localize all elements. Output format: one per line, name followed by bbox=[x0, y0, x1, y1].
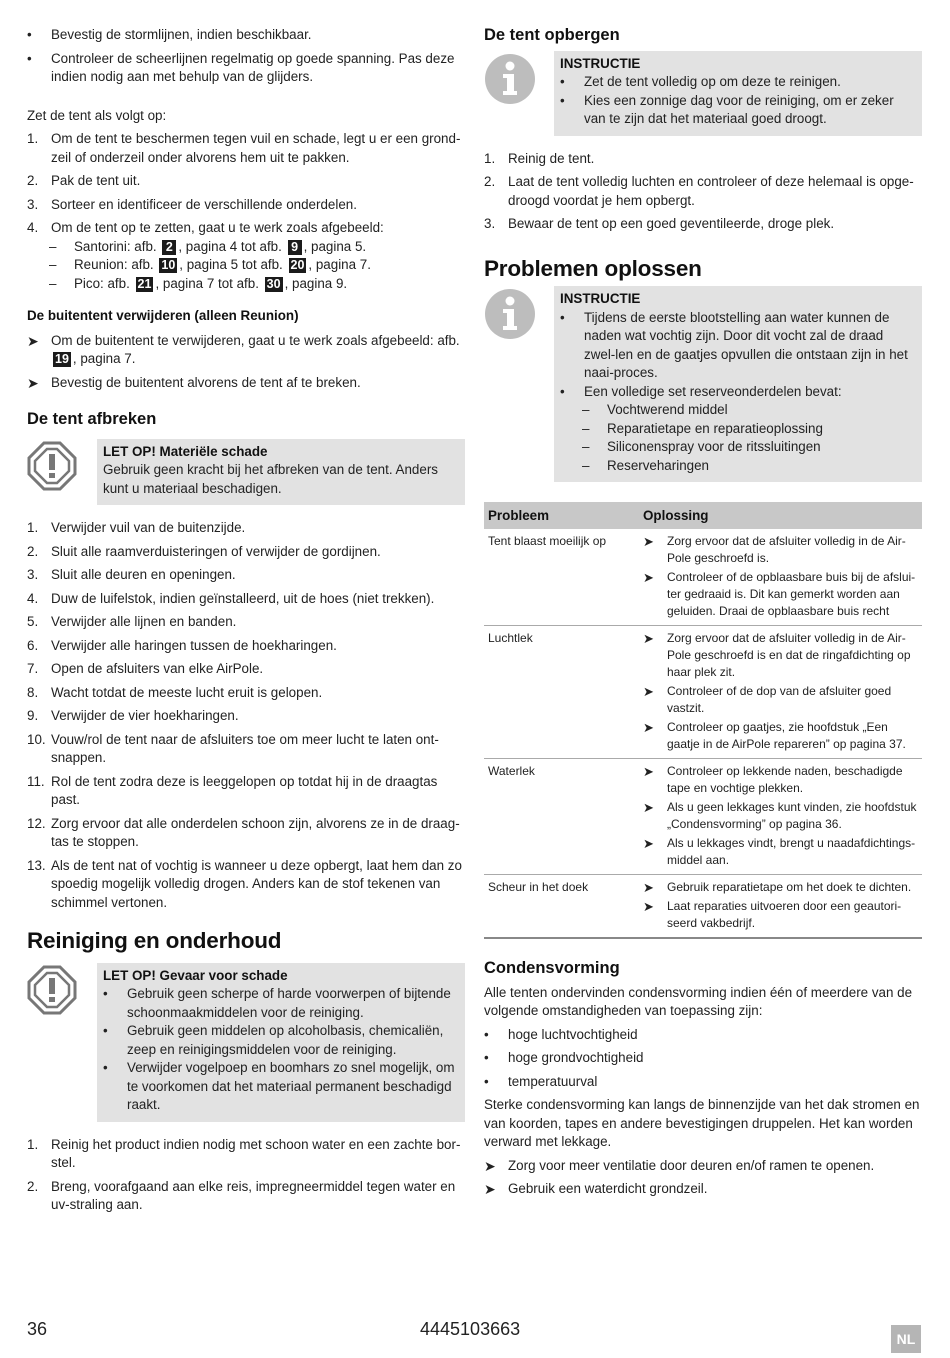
document-code: 4445103663 bbox=[420, 1319, 521, 1339]
list-item: 1. Om de tent te beschermen tegen vuil en schade, legt u er een grond-zeil of onderzeil onder alvorens hem uit te pakken. bbox=[27, 131, 461, 165]
list-item: • Bevestig de stormlijnen, indien beschikbaar. bbox=[27, 27, 312, 42]
problem-cell: Scheur in het doek bbox=[484, 875, 639, 939]
break-steps bbox=[27, 519, 465, 912]
list-item: 11. Rol de tent zodra deze is leeggelopen op totdat hij in de draagtas past. bbox=[27, 773, 438, 807]
note-sub-item: – Reserveharingen bbox=[582, 457, 709, 473]
list-item: 3. Bewaar de tent op een goed geventileerde, droge plek. bbox=[484, 216, 835, 231]
list-item: 5. Verwijder alle lijnen en banden. bbox=[27, 614, 237, 629]
solution-cell bbox=[639, 875, 922, 939]
list-item: 2. Pak de tent uit. bbox=[27, 173, 141, 188]
list-item: ➤ Zorg voor meer ventilatie door deuren en/of ramen te openen. bbox=[484, 1157, 875, 1174]
paragraph: Alle tenten ondervinden condensvorming indien één of meerdere van de volgende omstandigheden van toepassing zijn: bbox=[484, 984, 913, 1018]
paragraph: Sterke condensvorming kan langs de binnenzijde van het dak stromen en van koorden, tapes en andere bevestigingen druppelen. Het kan worden verward met lekkage. bbox=[484, 1097, 920, 1149]
table-header: Probleem bbox=[484, 502, 639, 529]
table-row bbox=[484, 529, 922, 626]
list-item: • hoge grondvochtigheid bbox=[484, 1050, 644, 1065]
figure-badge: 9 bbox=[288, 240, 302, 255]
note-item: • Gebruik geen middelen op alcoholbasis, chemicaliën, zeep en reinigingsmiddelen voor de reiniging. bbox=[103, 1023, 444, 1057]
list-item: 3. Sluit alle deuren en openingen. bbox=[27, 567, 236, 582]
list-item: 2. Sluit alle raamverduisteringen of verwijder de gordijnen. bbox=[27, 543, 381, 559]
setup-intro: Zet de tent als volgt op: bbox=[27, 107, 167, 123]
list-item: 2. Breng, voorafgaand aan elke reis, impregneermiddel tegen water en uv-straling aan. bbox=[27, 1178, 456, 1212]
list-item: 4. Om de tent op te zetten, gaat u te werk zoals afgebeeld: bbox=[27, 220, 384, 235]
section-title: Reiniging en onderhoud bbox=[27, 928, 282, 953]
list-item: 7. Open de afsluiters van elke AirPole. bbox=[27, 661, 264, 676]
figure-badge: 30 bbox=[266, 276, 281, 291]
language-badge: NL bbox=[891, 1325, 921, 1353]
list-item: 3. Sorteer en identificeer de verschillende onderdelen. bbox=[27, 196, 357, 212]
troubleshooting-table bbox=[484, 502, 922, 939]
note-sub-item: – Vochtwerend middel bbox=[582, 402, 728, 417]
info-icon bbox=[484, 288, 536, 340]
solution-item: ➤ Als u geen lekkages kunt vinden, zie hoofdstuk „Condensvorming” op pagina 36. bbox=[643, 800, 917, 831]
list-item: 13. Als de tent nat of vochtig is wanneer u deze opbergt, laat hem dan zo spoedig mogelijk volledig drogen. Anders kan de stof tekenen van schimmel vertonen. bbox=[27, 857, 462, 910]
list-item: 1. Reinig het product indien nodig met schoon water en een zachte bor-stel. bbox=[27, 1136, 461, 1170]
list-item: • temperatuurval bbox=[484, 1073, 598, 1089]
section-title: Condensvorming bbox=[484, 959, 620, 977]
solution-item: ➤ Als u lekkages vindt, brengt u naadafdichtings-middel aan. bbox=[643, 836, 916, 867]
figure-badge: 21 bbox=[137, 276, 152, 291]
list-item: 9. Verwijder de vier hoekharingen. bbox=[27, 708, 239, 723]
list-item: 2. Laat de tent volledig luchten en controleer of deze helemaal is opge-droogd voordat je hem opbergt. bbox=[484, 174, 914, 208]
list-item: ➤ Gebruik een waterdicht grondzeil. bbox=[484, 1181, 708, 1197]
table-row bbox=[484, 626, 922, 759]
warning-note bbox=[27, 439, 465, 506]
info-icon bbox=[484, 53, 536, 105]
right-column bbox=[484, 26, 922, 1204]
figure-badge: 10 bbox=[161, 258, 176, 272]
solution-item: ➤ Controleer op gaatjes, zie hoofdstuk „Een gaatje in de AirPole repareren” op pagina 37. bbox=[643, 720, 906, 751]
list-item: • hoge luchtvochtigheid bbox=[484, 1026, 638, 1042]
solution-cell bbox=[639, 759, 922, 875]
note-text: Gebruik geen kracht bij het afbreken van de tent. Anders kunt u materiaal beschadigen. bbox=[103, 462, 438, 496]
figure-badge: 19 bbox=[55, 352, 69, 366]
table-row bbox=[484, 875, 922, 939]
warning-note bbox=[27, 963, 465, 1122]
solution-item: ➤ Controleer op lekkende naden, beschadigde tape en vochtige plekken. bbox=[643, 764, 903, 795]
page-number: 36 bbox=[27, 1319, 48, 1339]
problem-cell: Tent blaast moeilijk op bbox=[484, 529, 639, 626]
list-item: 1. Verwijder vuil van de buitenzijde. bbox=[27, 520, 246, 535]
solution-item: ➤ Gebruik reparatietape om het doek te dichten. bbox=[643, 880, 912, 895]
warning-icon bbox=[27, 965, 77, 1015]
list-item: 4. Duw de luifelstok, indien geïnstalleerd, uit de hoes (niet trekken). bbox=[27, 590, 435, 606]
solution-cell bbox=[639, 626, 922, 759]
list-item: 12. Zorg ervoor dat alle onderdelen schoon zijn, alvorens ze in de draag-tas te stoppen. bbox=[27, 815, 460, 849]
note-title: INSTRUCTIE bbox=[560, 291, 641, 306]
list-item: ➤ Bevestig de buitentent alvorens de tent af te breken. bbox=[27, 374, 361, 391]
solution-item: ➤ Zorg ervoor dat de afsluiter volledig in de Air-Pole geschroefd is en dat de ringafdichting op haar plek zit. bbox=[643, 631, 911, 679]
note-sub-item: – Reparatietape en reparatieoplossing bbox=[582, 420, 823, 436]
section-subtitle: De buitentent verwijderen (alleen Reunion) bbox=[27, 308, 299, 323]
solution-item: ➤ Controleer of de opblaasbare buis bij de afslui-ter gedraaid is. Dit kan gemerkt worden aan geluiden. Draai de opblaasbare buis recht bbox=[643, 570, 916, 618]
figure-badge: 2 bbox=[162, 240, 176, 255]
section-title: Problemen oplossen bbox=[484, 255, 702, 281]
problem-cell: Waterlek bbox=[484, 759, 639, 875]
note-title: INSTRUCTIE bbox=[560, 55, 641, 71]
note-title: LET OP! Gevaar voor schade bbox=[103, 967, 288, 983]
note-item: • Tijdens de eerste blootstelling aan water kunnen de naden wat vochtig zijn. Door dit vocht zal de draad zwel-len en de gaatjes opvullen die ontstaan zijn in het naai-proces. bbox=[560, 309, 908, 380]
sub-item: – Pico: afb. 21 , pagina 7 tot afb. 30 , pagina 9. bbox=[49, 275, 348, 291]
solution-item: ➤ Zorg ervoor dat de afsluiter volledig in de Air-Pole geschroefd is. bbox=[643, 534, 906, 565]
list-item: 6. Verwijder alle haringen tussen de hoekharingen. bbox=[27, 637, 337, 653]
solution-item: ➤ Laat reparaties uitvoeren door een geautori-seerd vakbedrijf. bbox=[643, 899, 902, 930]
list-item: • Controleer de scheerlijnen regelmatig op goede spanning. Pas deze indien nodig aan met behulp van de glijders. bbox=[27, 50, 455, 84]
note-item: • Kies een zonnige dag voor de reiniging, om er zeker van te zijn dat het materiaal goed droogt. bbox=[560, 92, 894, 126]
problem-cell: Luchtlek bbox=[484, 626, 639, 759]
note-item: • Verwijder vogelpoep en boomhars zo snel mogelijk, om te voorkomen dat het materiaal permanent beschadigd raakt. bbox=[103, 1060, 455, 1112]
list-item: 1. Reinig de tent. bbox=[484, 150, 595, 166]
warning-icon bbox=[27, 441, 77, 491]
info-note bbox=[484, 51, 922, 136]
table-header: Oplossing bbox=[639, 502, 922, 529]
sub-item: – Reunion: afb. 10 , pagina 5 tot afb. 20 , pagina 7. bbox=[49, 257, 371, 272]
info-note bbox=[484, 286, 922, 482]
solution-item: ➤ Controleer of de dop van de afsluiter goed vastzit. bbox=[643, 684, 892, 715]
note-title: LET OP! Materiële schade bbox=[103, 443, 268, 459]
figure-badge: 20 bbox=[290, 258, 305, 272]
solution-cell bbox=[639, 529, 922, 626]
note-item: • Zet de tent volledig op om deze te reinigen. bbox=[560, 74, 841, 89]
sub-item: – Santorini: afb. 2 , pagina 4 tot afb. 9 , pagina 5. bbox=[49, 238, 367, 254]
table-row bbox=[484, 759, 922, 875]
note-sub-item: – Siliconenspray voor de ritssluitingen bbox=[582, 439, 821, 454]
list-item: ➤ Om de buitentent te verwijderen, gaat u te werk zoals afgebeeld: afb. 19 , pagina 7. bbox=[27, 332, 460, 366]
section-title: De tent opbergen bbox=[484, 26, 620, 44]
list-item: 10. Vouw/rol de tent naar de afsluiters toe om meer lucht te laten ont-snappen. bbox=[27, 731, 439, 765]
section-title: De tent afbreken bbox=[27, 410, 157, 428]
note-item: • Een volledige set reserveonderdelen bevat: bbox=[560, 383, 842, 399]
left-column bbox=[27, 26, 465, 1220]
note-item: • Gebruik geen scherpe of harde voorwerpen of bijtende schoonmaakmiddelen voor de reiniging. bbox=[103, 986, 451, 1020]
list-item: 8. Wacht totdat de meeste lucht eruit is gelopen. bbox=[27, 684, 323, 700]
